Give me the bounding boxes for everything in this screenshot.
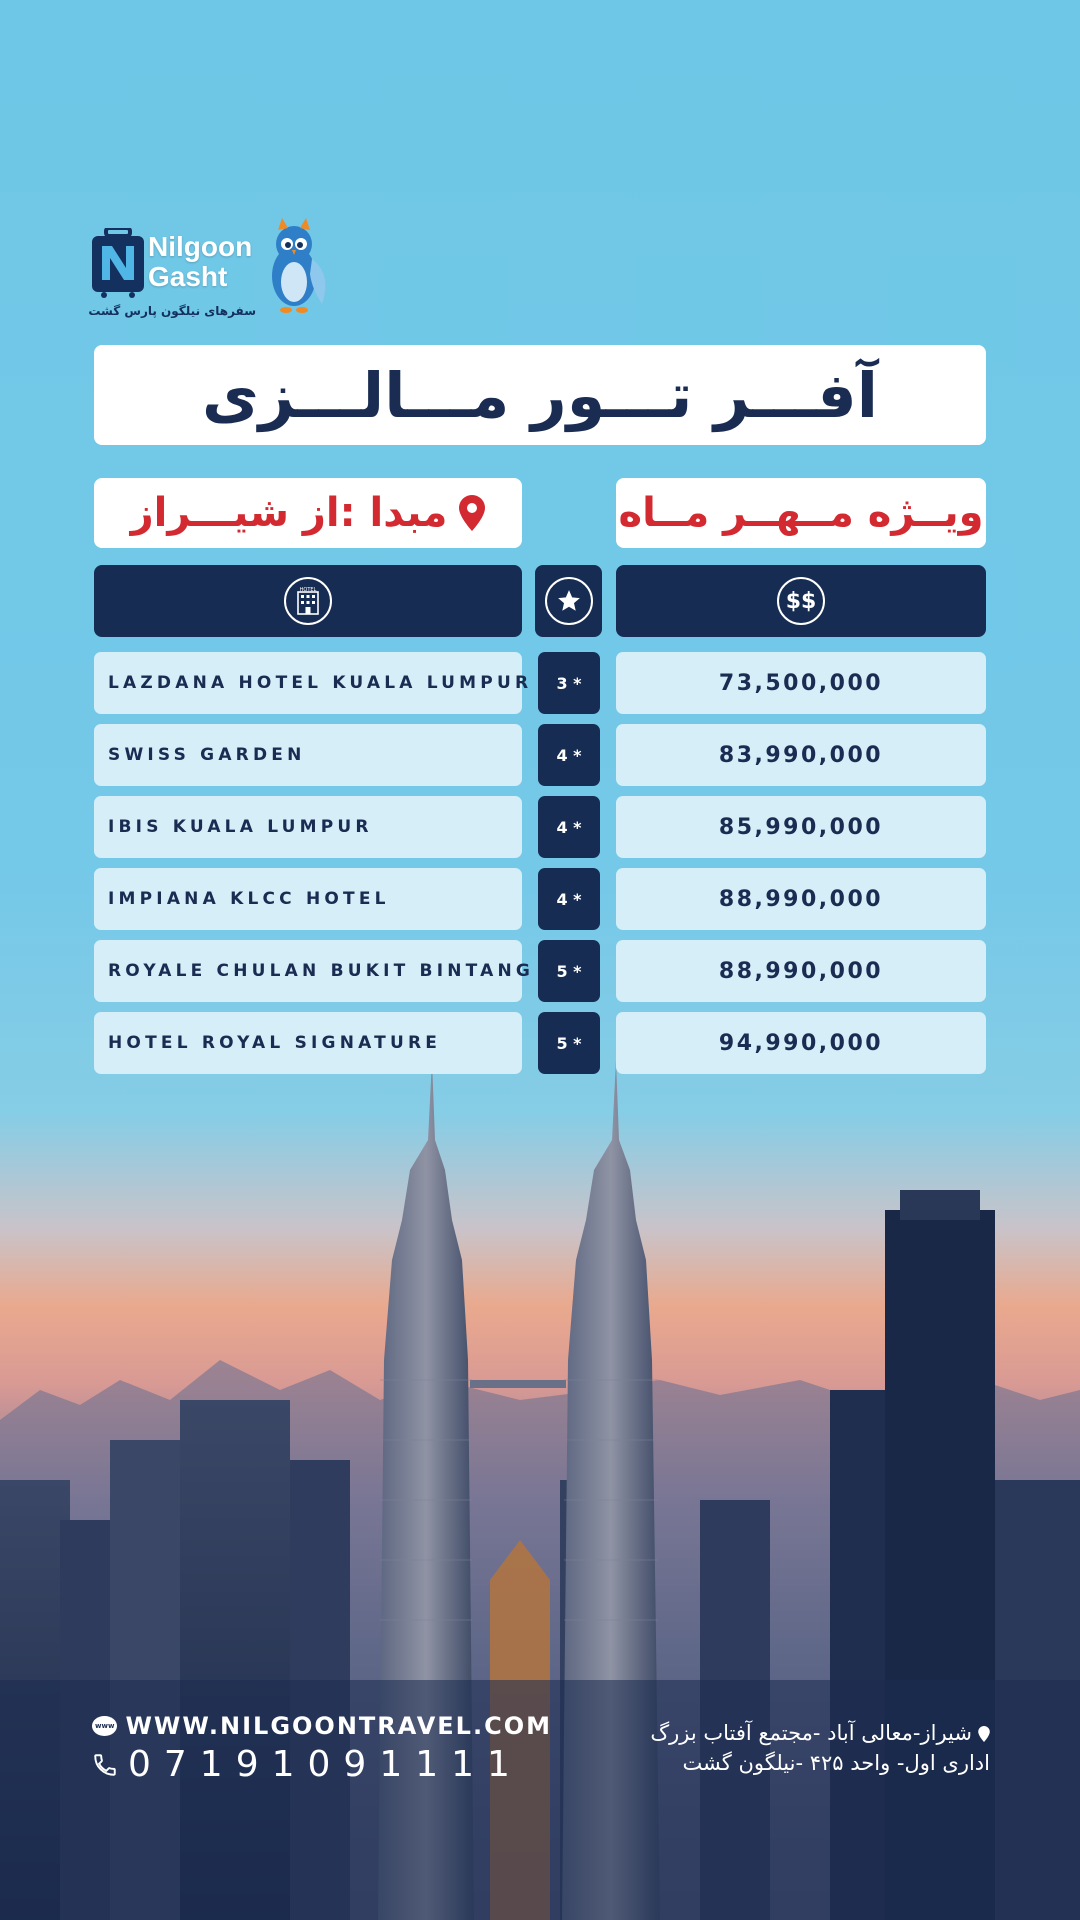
brand-name-line2: Gasht bbox=[148, 261, 228, 292]
hotel-name: ROYALE CHULAN BUKIT BINTANG bbox=[108, 961, 535, 981]
hotel-name-cell bbox=[94, 1012, 522, 1074]
price-value: 83,990,000 bbox=[718, 742, 884, 768]
table-row bbox=[0, 724, 1080, 786]
phone-number[interactable]: 07191091111 bbox=[128, 1744, 523, 1785]
price-cell bbox=[616, 724, 986, 786]
price-cell bbox=[616, 796, 986, 858]
table-row bbox=[0, 652, 1080, 714]
star-rating-cell bbox=[538, 1012, 600, 1074]
star-column-header bbox=[535, 565, 602, 637]
table-row bbox=[0, 1012, 1080, 1074]
hotel-name-cell bbox=[94, 796, 522, 858]
brand-name bbox=[148, 232, 252, 292]
hotel-name: LAZDANA HOTEL KUALA LUMPUR bbox=[108, 673, 533, 693]
star-rating: 3 * bbox=[556, 673, 582, 693]
hotel-badge-text: HOTEL bbox=[299, 587, 317, 593]
web-globe-icon: www bbox=[92, 1716, 117, 1736]
title-banner bbox=[94, 345, 986, 445]
location-pin-icon bbox=[459, 495, 485, 531]
star-rating: 5 * bbox=[556, 961, 582, 981]
hotel-name-cell bbox=[94, 868, 522, 930]
price-column-header bbox=[616, 565, 986, 637]
address-line-1 bbox=[600, 1718, 990, 1748]
star-rating: 5 * bbox=[556, 1033, 582, 1053]
dollar-icon bbox=[777, 577, 825, 625]
address-text-1: شیراز-معالی آباد -مجتمع آفتاب بزرگ bbox=[650, 1721, 972, 1745]
hotel-icon bbox=[284, 577, 332, 625]
brand-name-line1: Nilgoon bbox=[148, 231, 253, 262]
hotel-column-header bbox=[94, 565, 522, 637]
hotel-name: IBIS KUALA LUMPUR bbox=[108, 817, 373, 837]
special-label: ویــژه مــهــر مــاه bbox=[618, 490, 984, 536]
hotel-name: IMPIANA KLCC HOTEL bbox=[108, 889, 390, 909]
phone-icon bbox=[92, 1751, 118, 1779]
star-rating: 4 * bbox=[556, 745, 582, 765]
star-rating: 4 * bbox=[556, 889, 582, 909]
address-block bbox=[600, 1718, 990, 1778]
price-cell bbox=[616, 1012, 986, 1074]
suitcase-plane-logo-icon bbox=[92, 228, 144, 298]
star-rating-cell bbox=[538, 940, 600, 1002]
page-title: آفـــر تـــور مـــالـــزی bbox=[201, 358, 879, 432]
hotel-name: HOTEL ROYAL SIGNATURE bbox=[108, 1033, 442, 1053]
price-value: 88,990,000 bbox=[718, 958, 884, 984]
origin-banner bbox=[94, 478, 522, 548]
price-symbol: $$ bbox=[785, 588, 817, 614]
phone-line bbox=[92, 1744, 552, 1785]
table-row bbox=[0, 868, 1080, 930]
star-rating-cell bbox=[538, 652, 600, 714]
special-banner bbox=[616, 478, 986, 548]
address-pin-icon bbox=[978, 1726, 990, 1742]
kuala-lumpur-skyline-image bbox=[0, 1060, 1080, 1920]
table-row bbox=[0, 796, 1080, 858]
price-cell bbox=[616, 652, 986, 714]
brand-tagline: سفرهای نیلگون پارس گشت bbox=[88, 304, 256, 318]
price-value: 88,990,000 bbox=[718, 886, 884, 912]
price-value: 94,990,000 bbox=[718, 1030, 884, 1056]
hotel-name-cell bbox=[94, 940, 535, 1002]
contact-info bbox=[92, 1712, 552, 1785]
brand-logo bbox=[88, 220, 342, 330]
table-row bbox=[0, 940, 1080, 1002]
address-line-2: اداری اول- واحد ۴۲۵ -نیلگون گشت bbox=[682, 1751, 990, 1775]
owl-mascot-icon bbox=[252, 214, 332, 314]
hotel-name: SWISS GARDEN bbox=[108, 745, 306, 765]
star-rating-cell bbox=[538, 868, 600, 930]
price-cell bbox=[616, 868, 986, 930]
website-line bbox=[92, 1712, 552, 1740]
star-icon bbox=[545, 577, 593, 625]
star-rating-cell bbox=[538, 796, 600, 858]
star-rating-cell bbox=[538, 724, 600, 786]
price-cell bbox=[616, 940, 986, 1002]
price-value: 85,990,000 bbox=[718, 814, 884, 840]
star-rating: 4 * bbox=[556, 817, 582, 837]
price-value: 73,500,000 bbox=[718, 670, 884, 696]
origin-label: مبدا :از شیـــراز bbox=[130, 490, 448, 536]
hotel-name-cell bbox=[94, 652, 533, 714]
hotel-name-cell bbox=[94, 724, 522, 786]
website-link[interactable]: WWW.NILGOONTRAVEL.COM bbox=[125, 1712, 552, 1740]
